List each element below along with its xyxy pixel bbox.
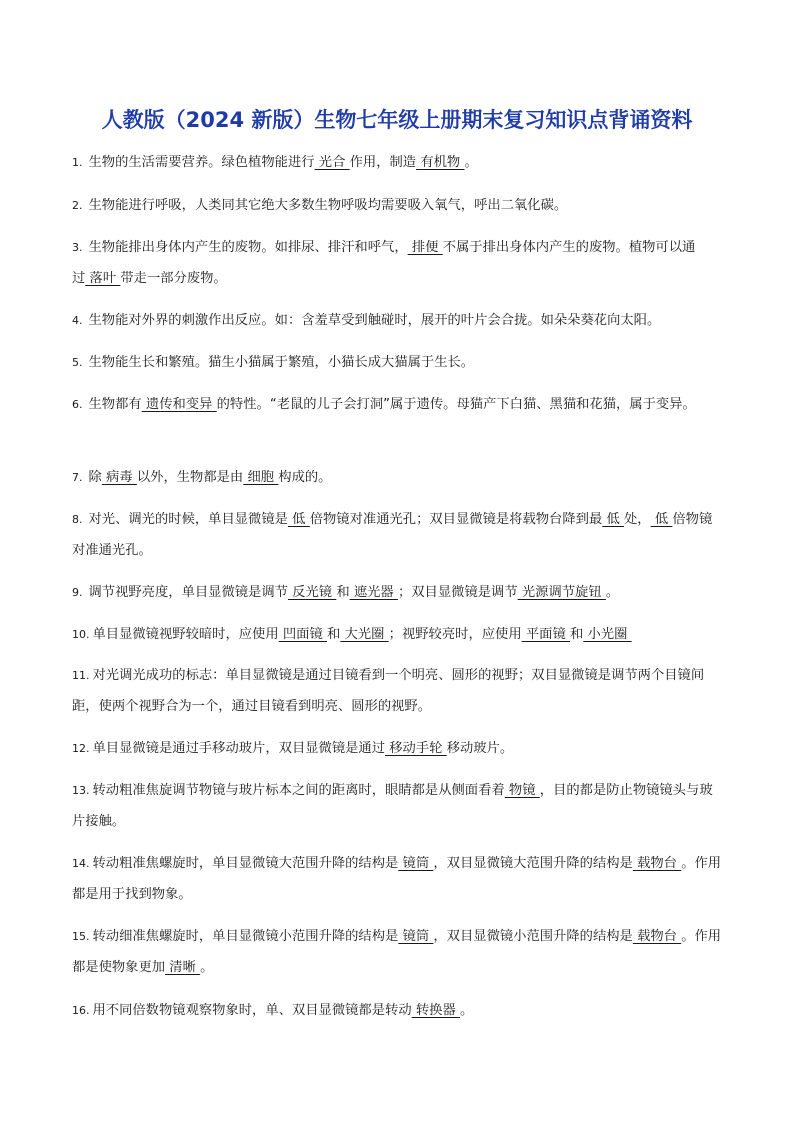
item-number: 1.	[72, 156, 83, 169]
list-item-13	[72, 775, 724, 837]
text: 带走一部分废物。	[120, 271, 227, 286]
text: 转动细准焦螺旋时，单目显微镜小范围升降的结构是	[92, 929, 399, 944]
answer-blank: 低	[602, 512, 625, 527]
answer-blank: 物镜	[504, 783, 540, 798]
list-item-12	[72, 733, 724, 764]
list-item-16	[72, 995, 724, 1026]
answer-blank: 移动手轮	[385, 741, 447, 756]
text: 生物能排出身体内产生的废物。如排尿、排汗和呼气，	[88, 240, 408, 255]
text: 生物能对外界的刺激作出反应。如：含羞草受到触碰时，展开的叶片会合拢。如朵朵葵花向太阳。	[88, 313, 661, 328]
text: 和	[327, 627, 341, 642]
text: 以外，生物都是由	[136, 470, 244, 485]
text: 构成的。	[278, 470, 332, 485]
text: ；视野较亮时，应使用	[388, 627, 522, 642]
answer-blank: 清晰	[165, 960, 201, 975]
item-number: 3.	[72, 241, 83, 254]
list-item-14	[72, 848, 724, 910]
answer-blank: 平面镜	[521, 627, 570, 642]
document-title: 人教版（2024 新版）生物七年级上册期末复习知识点背诵资料	[101, 108, 693, 132]
text: 不属于排出身体内产生的废物。植物可以通过	[72, 240, 696, 286]
text: 倍物镜对准通光孔。	[72, 512, 713, 558]
item-number: 13.	[72, 784, 90, 797]
list-item-8	[72, 504, 724, 566]
text: 转动粗准焦螺旋时，单目显微镜大范围升降的结构是	[92, 856, 399, 871]
list-item-4	[72, 305, 724, 336]
text: 对光、调光的时候，单目显微镜是	[88, 512, 288, 527]
text: 。	[200, 960, 214, 975]
text: 作用，制造	[349, 155, 417, 170]
item-number: 8.	[72, 513, 83, 526]
list-item-9	[72, 577, 724, 608]
text: 。作用都是用于找到物象。	[72, 856, 722, 902]
text: 单目显微镜是通过手移动玻片，双目显微镜是通过	[92, 741, 386, 756]
text: ；双目显微镜是调节	[397, 585, 518, 600]
text: 倍物镜对准通光孔；双目显微镜是将载物台降到最	[309, 512, 603, 527]
text: 生物的生活需要营养。绿色植物能进行	[88, 155, 315, 170]
answer-blank: 光合	[314, 155, 350, 170]
item-number: 10.	[72, 628, 90, 641]
list-item-11	[72, 660, 724, 722]
text: 。	[464, 155, 478, 170]
item-number: 5.	[72, 356, 83, 369]
answer-blank: 镜筒	[398, 856, 434, 871]
text: ，双目显微镜大范围升降的结构是	[433, 856, 633, 871]
item-number: 9.	[72, 586, 83, 599]
text: 转动粗准焦旋调节物镜与玻片标本之间的距离时，眼睛都是从侧面看着	[92, 783, 505, 798]
list-item-5	[72, 347, 724, 378]
answer-blank: 光源调节旋钮	[517, 585, 606, 600]
text: 调节视野亮度，单目显微镜是调节	[88, 585, 288, 600]
text: 移动玻片。	[446, 741, 514, 756]
text: ，双目显微镜小范围升降的结构是	[433, 929, 633, 944]
list-item-6	[72, 389, 724, 420]
item-number: 4.	[72, 314, 83, 327]
answer-blank: 病毒	[101, 470, 137, 485]
text: ，目的都是防止物镜镜头与玻片接触。	[72, 783, 713, 829]
text: 用不同倍数物镜观察物象时，单、双目显微镜都是转动	[92, 1003, 412, 1018]
text: 。作用都是使物象更加	[72, 929, 722, 975]
answer-blank: 反光镜	[287, 585, 337, 600]
text: 生物都有	[88, 397, 142, 412]
answer-blank: 落叶	[85, 271, 121, 286]
item-number: 6.	[72, 398, 83, 411]
text: 对光调光成功的标志：单目显微镜是通过目镜看到一个明亮、圆形的视野；双目显微镜是调节两个目镜间距，使两个视野合为一个，通过目镜看到明亮、圆形的视野。	[72, 668, 705, 714]
answer-blank: 大光圈	[340, 627, 389, 642]
text: 。	[605, 585, 620, 600]
text: 的特性。“老鼠的儿子会打洞”属于遗传。母猫产下白猫、黑猫和花猫，属于变异。	[216, 397, 696, 412]
list-item-10	[72, 619, 724, 650]
answer-blank: 凹面镜	[278, 627, 328, 642]
answer-blank: 排便	[407, 240, 443, 255]
list-item-15	[72, 921, 724, 983]
text: 生物能生长和繁殖。猫生小猫属于繁殖，小猫长成大猫属于生长。	[88, 355, 475, 370]
answer-blank: 遗传和变异	[141, 397, 217, 412]
item-number: 15.	[72, 930, 90, 943]
answer-blank: 有机物	[416, 155, 465, 170]
item-number: 11.	[72, 669, 90, 682]
list-item-1	[72, 147, 724, 178]
answer-blank: 载物台	[632, 929, 682, 944]
answer-blank: 转换器	[411, 1003, 460, 1018]
text: 除	[88, 470, 102, 485]
list-item-2	[72, 190, 724, 221]
text: 。	[459, 1003, 474, 1018]
text: 生物能进行呼吸，人类同其它绝大多数生物呼吸均需要吸入氧气，呼出二氧化碳。	[88, 198, 568, 213]
text: 单目显微镜视野较暗时，应使用	[92, 627, 279, 642]
answer-blank: 镜筒	[398, 929, 434, 944]
item-number: 14.	[72, 857, 90, 870]
answer-blank: 载物台	[632, 856, 682, 871]
item-number: 2.	[72, 199, 83, 212]
answer-blank: 低	[287, 512, 310, 527]
answer-blank: 小光圈	[583, 627, 632, 642]
answer-blank: 遮光器	[349, 585, 398, 600]
text: 处，	[624, 512, 651, 527]
item-number: 7.	[72, 471, 83, 484]
text: 和	[336, 585, 350, 600]
answer-blank: 细胞	[243, 470, 279, 485]
item-number: 16.	[72, 1004, 90, 1017]
text: 和	[570, 627, 584, 642]
answer-blank: 低	[650, 512, 673, 527]
list-item-3	[72, 232, 724, 294]
item-number: 12.	[72, 742, 90, 755]
list-item-7	[72, 462, 724, 493]
